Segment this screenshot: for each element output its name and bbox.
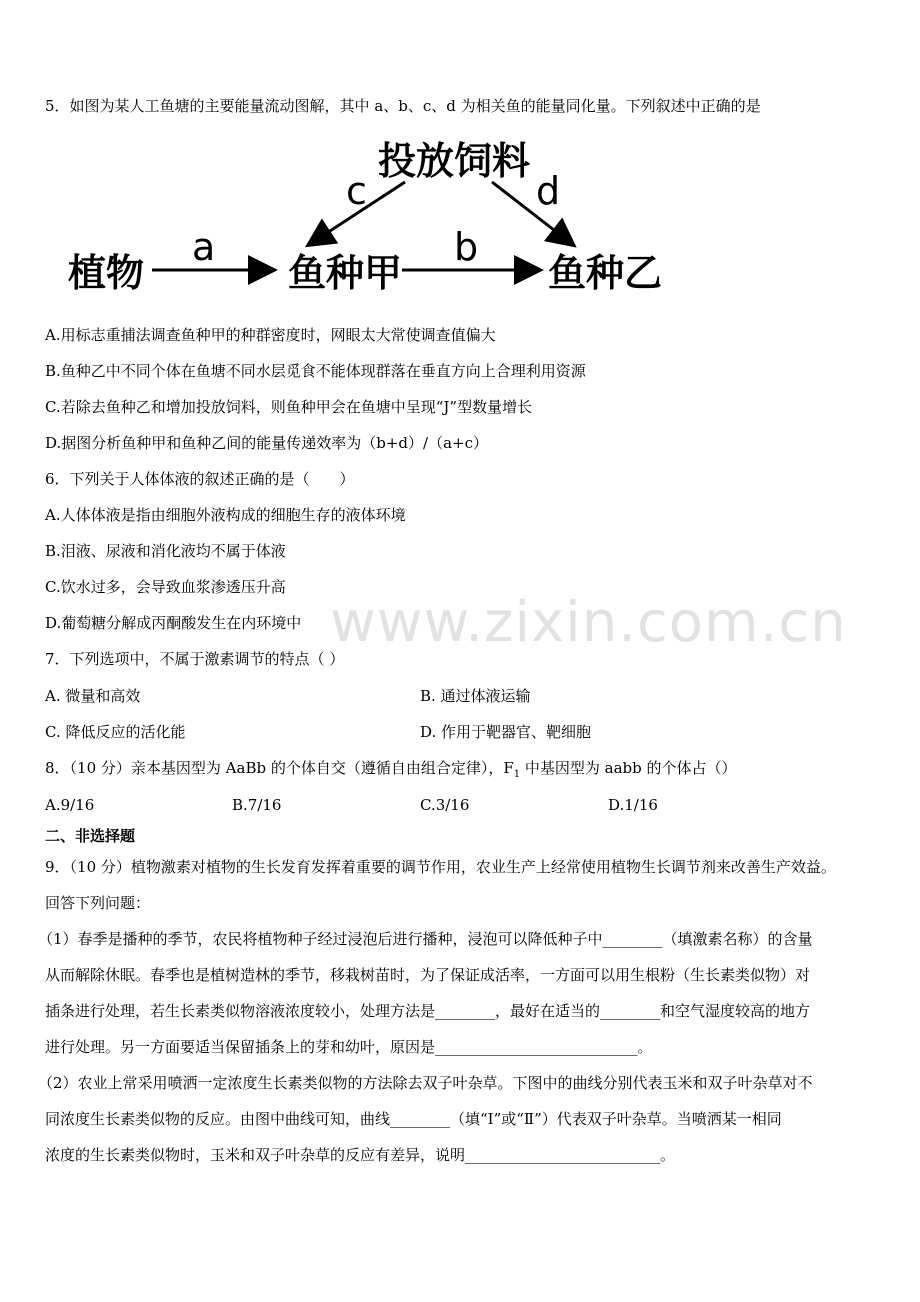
q9-line-3: （1）春季是播种的季节，农民将植物种子经过浸泡后进行播种，浸泡可以降低种子中________（填激素名称）的含量 bbox=[38, 930, 813, 948]
q5-option-b: B.鱼种乙中不同个体在鱼塘不同水层觅食不能体现群落在垂直方向上合理利用资源 bbox=[45, 362, 586, 380]
q9-line-5: 插条进行处理，若生长素类似物溶液浓度较小，处理方法是________，最好在适当的________和空气湿度较高的地方 bbox=[45, 1002, 811, 1020]
q9-line-6: 进行处理。另一方面要适当保留插条上的芽和幼叶，原因是___________________________。 bbox=[45, 1038, 653, 1056]
label-d: d bbox=[536, 169, 561, 213]
q8-stem-text: 8．（10 分）亲本基因型为 AaBb 的个体自交（遵循自由组合定律），F bbox=[45, 759, 514, 777]
q5-stem: 5．如图为某人工鱼塘的主要能量流动图解，其中 a、b、c、d 为相关鱼的能量同化量。下列叙述中正确的是 bbox=[45, 97, 761, 115]
q7-option-b: B. 通过体液运输 bbox=[420, 687, 531, 705]
node-fish-b: 鱼种乙 bbox=[548, 251, 663, 295]
label-a: a bbox=[192, 225, 216, 269]
q6-stem: 6．下列关于人体体液的叙述正确的是（ ） bbox=[45, 470, 355, 488]
section-heading: 二、非选择题 bbox=[45, 827, 136, 845]
q6-option-b: B.泪液、尿液和消化液均不属于体液 bbox=[45, 542, 286, 560]
q8-stem bbox=[45, 758, 737, 785]
q9-line-8: 同浓度生长素类似物的反应。由图中曲线可知，曲线________（填“Ⅰ”或“Ⅱ”）代表双子叶杂草。当喷洒某一相同 bbox=[45, 1110, 782, 1128]
q9-line-1: 9．（10 分）植物激素对植物的生长发育发挥着重要的调节作用，农业生产上经常使用植物生长调节剂来改善生产效益。 bbox=[45, 858, 836, 876]
q6-option-a: A.人体体液是指由细胞外液构成的细胞生存的液体环境 bbox=[45, 506, 406, 524]
watermark: www.zixin.com.cn bbox=[330, 590, 847, 655]
q9-line-4: 从而解除休眠。春季也是植树造林的季节，移栽树苗时，为了保证成活率，一方面可以用生根粉（生长素类似物）对 bbox=[45, 966, 811, 984]
q8-subscript: 1 bbox=[513, 769, 521, 780]
q7-option-c: C. 降低反应的活化能 bbox=[45, 723, 186, 741]
energy-flow-diagram bbox=[60, 132, 680, 302]
q8-option-c: C.3/16 bbox=[420, 796, 470, 814]
q9-line-7: （2）农业上常采用喷洒一定浓度生长素类似物的方法除去双子叶杂草。下图中的曲线分别代表玉米和双子叶杂草对不 bbox=[38, 1074, 813, 1092]
q7-option-d: D. 作用于靶器官、靶细胞 bbox=[420, 723, 592, 741]
label-b: b bbox=[454, 225, 479, 269]
q7-option-a: A. 微量和高效 bbox=[45, 687, 141, 705]
q9-line-2: 回答下列问题： bbox=[45, 894, 151, 912]
q8-stem-tail: 中基因型为 aabb 的个体占（） bbox=[520, 759, 737, 777]
q7-stem: 7．下列选项中，不属于激素调节的特点（ ） bbox=[45, 650, 345, 668]
q8-option-b: B.7/16 bbox=[232, 796, 282, 814]
q5-option-c: C.若除去鱼种乙和增加投放饲料，则鱼种甲会在鱼塘中呈现“J”型数量增长 bbox=[45, 398, 533, 416]
node-feed: 投放饲料 bbox=[378, 139, 531, 183]
q6-option-c: C.饮水过多，会导致血浆渗透压升高 bbox=[45, 578, 286, 596]
q8-option-a: A.9/16 bbox=[45, 796, 95, 814]
q5-option-a: A.用标志重捕法调查鱼种甲的种群密度时，网眼太大常使调查值偏大 bbox=[45, 326, 496, 344]
q5-option-d: D.据图分析鱼种甲和鱼种乙间的能量传递效率为（b+d）/（a+c） bbox=[45, 434, 489, 452]
node-plant: 植物 bbox=[68, 251, 145, 295]
q8-option-d: D.1/16 bbox=[608, 796, 658, 814]
q6-option-d: D.葡萄糖分解成丙酮酸发生在内环境中 bbox=[45, 614, 302, 632]
q9-line-9: 浓度的生长素类似物时，玉米和双子叶杂草的反应有差异，说明__________________________。 bbox=[45, 1146, 676, 1164]
node-fish-a: 鱼种甲 bbox=[288, 251, 403, 295]
label-c: c bbox=[346, 169, 367, 213]
